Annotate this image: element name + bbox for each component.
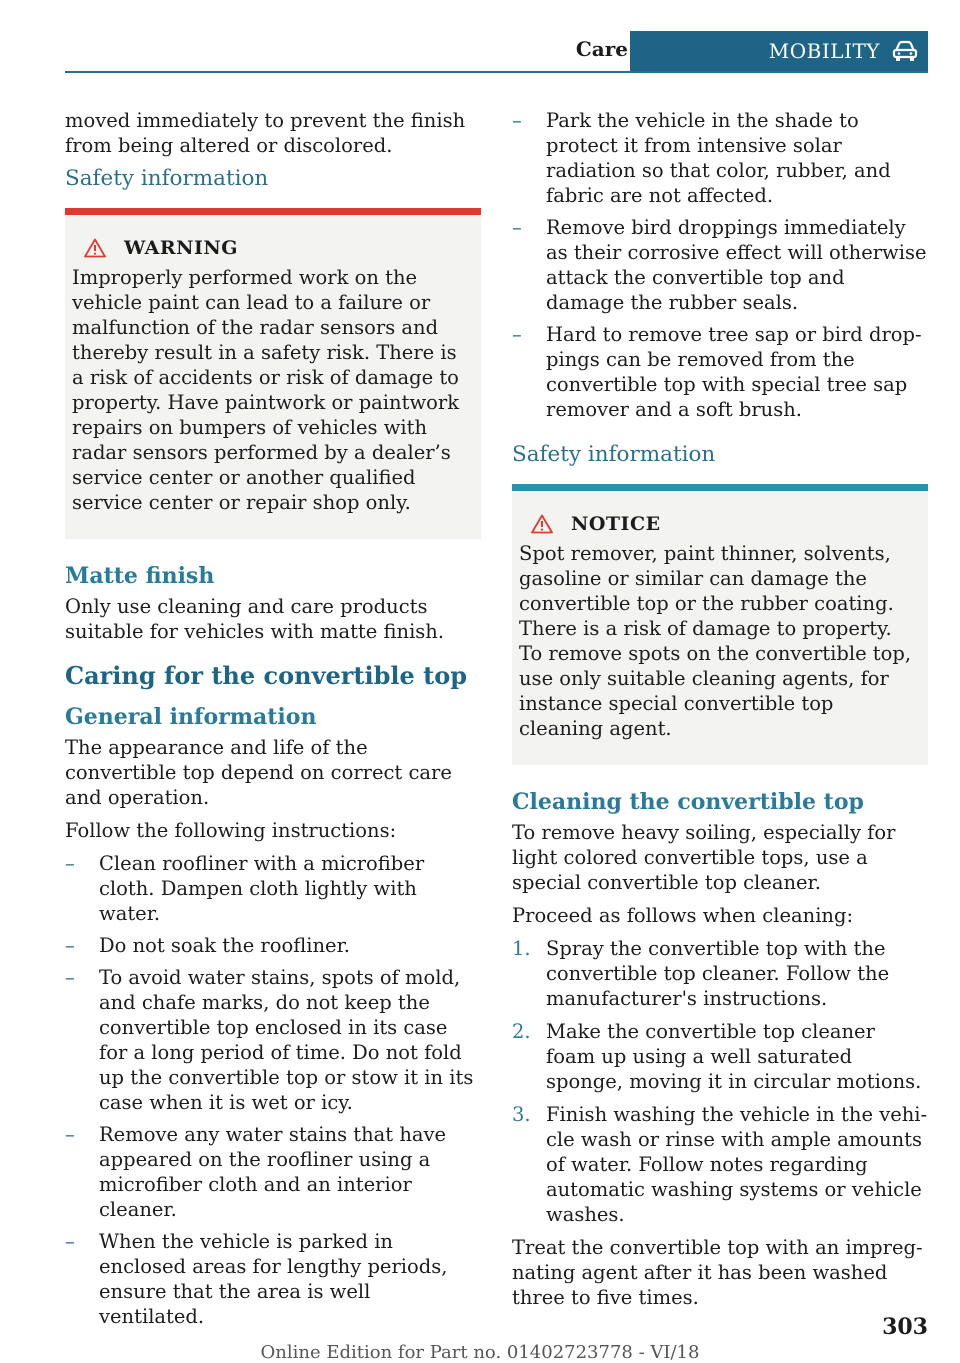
cleaning-steps	[512, 936, 928, 1227]
list-item-text: Remove bird droppings immediately as their corrosive effect will otherwise attack the convertible top and damage the rubber seals.	[546, 216, 927, 314]
warning-triangle-icon	[84, 238, 106, 258]
chapter-title: MOBILITY	[768, 39, 880, 63]
page-header	[65, 31, 928, 73]
dash-bullet: –	[512, 216, 522, 239]
list-item	[512, 215, 928, 315]
step-item	[512, 1019, 928, 1094]
caring-convertible-top-heading: Caring for the convertible top	[65, 661, 468, 690]
dash-bullet: –	[512, 323, 522, 346]
cleaning-convertible-top-heading: Cleaning the convertible top	[512, 789, 864, 815]
chapter-tab	[630, 31, 928, 71]
list-item-text: Clean roofliner with a microfiber cloth. Dampen cloth lightly with water.	[99, 852, 425, 925]
general-information-text: The appearance and life of the convertible top depend on correct care and operation.	[65, 736, 452, 809]
safety-information-heading: Safety information	[512, 442, 716, 467]
list-item	[65, 1122, 481, 1222]
cleaning-text: To remove heavy soiling, especially for light colored convertible tops, use a special convertible top cleaner.	[512, 821, 896, 894]
instruction-list	[65, 851, 481, 1329]
step-number: 3.	[512, 1103, 531, 1126]
warning-box	[65, 208, 481, 539]
treat-text: Treat the convertible top with an impregnating agent after it has been washed three to five times.	[512, 1236, 923, 1309]
step-item	[512, 1102, 928, 1227]
notice-title	[519, 513, 921, 535]
step-text: Spray the convertible top with the convertible top cleaner. Follow the manufacturer's instructions.	[546, 937, 890, 1010]
safety-information-heading: Safety information	[65, 166, 269, 191]
notice-text: Spot remover, paint thinner, solvents, gasoline or similar can damage the convertible top or the rubber coating. There is a risk of damage to property. To remove spots on the convertible top, use only suitable cleaning agents, for instance special convertible top cleaning agent.	[519, 542, 912, 740]
car-icon	[892, 40, 918, 62]
warning-text: Improperly performed work on the vehicle paint can lead to a failure or malfunction of the radar sensors and thereby result in a safety risk. There is a risk of accidents or risk of damage to property. Have paintwork or paintwork repairs on bumpers of vehicles with radar sensors performed by a dealer’s service center or another qualified service center or repair shop only.	[72, 266, 460, 514]
intro-paragraph: moved immediately to prevent the finish from being altered or discolored.	[65, 109, 466, 157]
list-item	[512, 108, 928, 208]
list-item	[65, 851, 481, 926]
dash-bullet: –	[65, 966, 75, 989]
left-column	[65, 108, 481, 1337]
dash-bullet: –	[65, 852, 75, 875]
warning-title	[72, 237, 474, 259]
proceed-text: Proceed as follows when cleaning:	[512, 904, 854, 927]
warning-label: WARNING	[124, 237, 239, 259]
list-item-text: Park the vehicle in the shade to protect it from intensive solar radiation so that color, rubber, and fabric are not affected.	[546, 109, 891, 207]
list-item-text: Hard to remove tree sap or bird droppings can be removed from the convertible top with special tree sap remover and a soft brush.	[546, 323, 922, 421]
notice-label: NOTICE	[571, 513, 661, 535]
list-item-text: Remove any water stains that have appeared on the roofliner using a microfiber cloth and an interior cleaner.	[99, 1123, 447, 1221]
page-number: 303	[882, 1314, 928, 1340]
list-item	[65, 965, 481, 1115]
list-item	[65, 933, 481, 958]
list-item-text: Do not soak the roofliner.	[99, 934, 350, 957]
step-number: 2.	[512, 1020, 531, 1043]
dash-bullet: –	[65, 1123, 75, 1146]
matte-finish-heading: Matte finish	[65, 563, 215, 589]
right-column	[512, 108, 928, 1318]
list-item-text: When the vehicle is parked in enclosed areas for lengthy periods, ensure that the area is well ventilated.	[99, 1230, 448, 1328]
step-number: 1.	[512, 937, 531, 960]
step-text: Finish washing the vehicle in the vehicle wash or rinse with ample amounts of water. Follow notes regarding automatic washing systems or vehicle washes.	[546, 1103, 928, 1226]
dash-bullet: –	[65, 1230, 75, 1253]
step-text: Make the convertible top cleaner foam up using a well saturated sponge, moving it in circular motions.	[546, 1020, 922, 1093]
instruction-list	[512, 108, 928, 422]
step-item	[512, 936, 928, 1011]
follow-instructions-text: Follow the following instructions:	[65, 819, 397, 842]
list-item-text: To avoid water stains, spots of mold, and chafe marks, do not keep the convertible top enclosed in its case for a long period of time. Do not fold up the convertible top or stow it in its case when it is wet or icy.	[99, 966, 474, 1114]
notice-box	[512, 484, 928, 765]
matte-finish-text: Only use cleaning and care products suitable for vehicles with matte finish.	[65, 595, 445, 643]
list-item	[512, 322, 928, 422]
footer-edition: Online Edition for Part no. 01402723778 - VI/18	[260, 1342, 700, 1363]
warning-triangle-icon	[531, 514, 553, 534]
list-item	[65, 1229, 481, 1329]
general-information-heading: General information	[65, 704, 317, 730]
dash-bullet: –	[512, 109, 522, 132]
section-title: Care	[575, 37, 628, 61]
dash-bullet: –	[65, 934, 75, 957]
